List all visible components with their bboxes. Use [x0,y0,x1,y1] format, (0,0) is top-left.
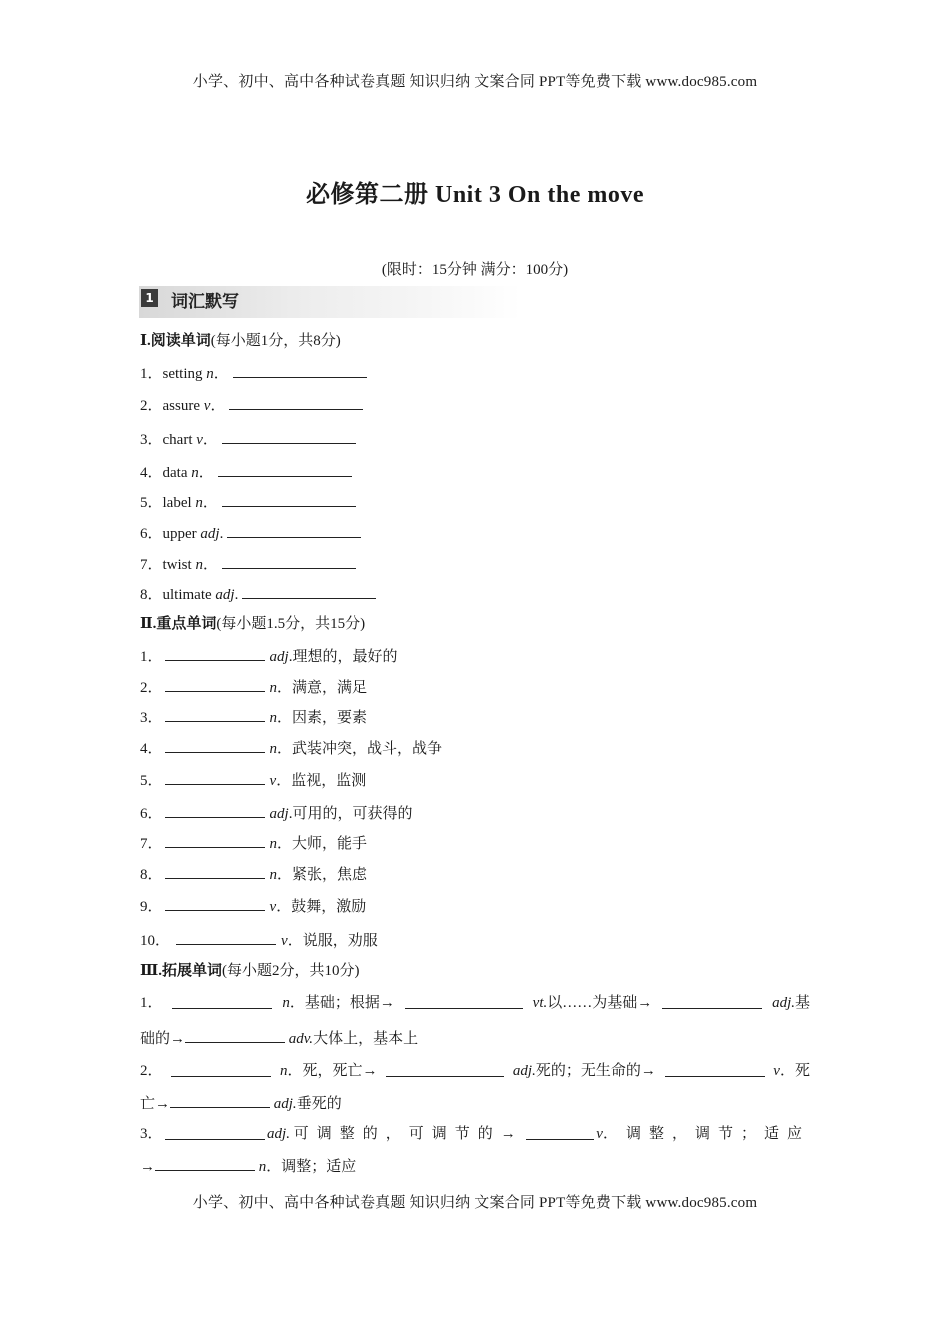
part1-heading-title: Ⅰ.阅读单词 [140,333,211,349]
part-of-speech: adj. [273,1096,297,1112]
part-of-speech: n [269,741,278,757]
item-number: 2． [140,398,163,414]
word-meaning: 武装冲突，战斗，战争 [292,741,443,757]
part2-item [140,929,378,951]
item-number: 8． [140,587,163,603]
answer-blank[interactable] [405,993,523,1009]
part2-heading [140,614,365,634]
word-meaning: 说服，劝服 [302,933,378,949]
part-of-speech: n [258,1159,267,1175]
answer-blank[interactable] [176,929,276,945]
part-of-speech: adj. [772,995,795,1011]
part1-heading-note: (每小题1分，共8分) [210,333,341,349]
answer-blank[interactable] [170,1092,270,1108]
part2-item [140,832,367,854]
part1-item [140,522,361,544]
item-number: 5． [140,773,163,789]
part-of-speech: v [269,899,277,915]
answer-blank[interactable] [165,769,265,785]
answer-blank[interactable] [526,1124,594,1140]
answer-blank[interactable] [165,1124,265,1140]
word-meaning: ．死，死亡→ [287,1063,378,1079]
separator: ． [198,465,214,481]
word-meaning: ．调整，调节；适应 [602,1126,810,1142]
part2-item [140,706,367,728]
separator: ． [202,557,218,573]
word-meaning: 紧张，焦虑 [292,867,368,883]
separator: . [219,526,224,542]
word-meaning: 满意，满足 [292,680,368,696]
separator: ． [276,773,292,789]
answer-blank[interactable] [233,362,367,378]
separator: ． [210,398,226,414]
answer-blank[interactable] [165,802,265,818]
section-number-badge: 1 [141,289,158,307]
word-meaning: 监视，监测 [291,773,367,789]
vocab-word: upper [162,526,197,542]
part-of-speech: v [196,432,203,448]
separator: ． [276,899,292,915]
item-number: 6． [140,526,163,542]
vocab-word: setting [162,366,203,382]
part3-heading-title: Ⅲ.拓展单词 [140,963,223,979]
part3-item-1-line-2 [140,1027,418,1049]
part2-item [140,895,366,917]
answer-blank[interactable] [165,832,265,848]
word-meaning: 可用的，可获得的 [292,806,413,822]
word-meaning: 垂死的 [296,1096,342,1112]
vocab-word: data [162,465,188,481]
word-meaning: 可调整的，可调节的→ [293,1126,524,1142]
answer-blank[interactable] [165,706,265,722]
section-label: 词汇默写 [171,292,239,312]
separator: ． [213,366,229,382]
answer-blank[interactable] [665,1061,765,1077]
separator: ． [287,933,303,949]
item-number: 7． [140,557,163,573]
part-of-speech: adj [269,649,289,665]
part1-item [140,428,356,450]
page-header: 小学、初中、高中各种试卷真题 知识归纳 文案合同 PPT等免费下载 www.doc985.com [192,74,758,90]
part3-heading [140,961,360,981]
part3-item-2-line-2 [140,1092,342,1114]
part1-item [140,394,363,416]
item-number: 6． [140,806,163,822]
part-of-speech: n [269,836,278,852]
word-meaning: 因素，要素 [292,710,368,726]
item-number: 4． [140,465,163,481]
word-meaning: 基 [794,995,810,1011]
part2-item [140,737,442,759]
word-meaning: 础的→ [140,1031,186,1047]
word-meaning: 亡→ [140,1096,171,1112]
part-of-speech: v [596,1126,603,1142]
part-of-speech: v [203,398,211,414]
answer-blank[interactable] [172,993,272,1009]
item-number: 3． [140,432,163,448]
word-meaning: 理想的，最好的 [292,649,398,665]
vocab-word: chart [162,432,193,448]
separator: ． [277,680,293,696]
item-number: 5． [140,495,163,511]
part3-item-number: 2． [140,1063,163,1079]
answer-blank[interactable] [165,737,265,753]
vocab-word: label [162,495,192,511]
part1-heading [140,331,341,351]
part2-item [140,645,397,667]
item-number: 3． [140,710,163,726]
vocab-word: assure [162,398,201,414]
word-meaning: ．死 [779,1063,810,1079]
word-meaning: 死的；无生命的→ [535,1063,656,1079]
vocab-word: twist [162,557,192,573]
part1-item [140,583,376,605]
word-meaning: ．调整；适应 [266,1159,357,1175]
word-meaning: 以……为基础→ [547,995,653,1011]
part2-item [140,863,367,885]
answer-blank[interactable] [155,1155,255,1171]
answer-blank[interactable] [386,1061,504,1077]
answer-blank[interactable] [218,461,352,477]
part1-item [140,553,356,575]
part1-item [140,491,356,513]
answer-blank[interactable] [222,491,356,507]
item-number: 1． [140,649,163,665]
vocab-word: ultimate [162,587,212,603]
part-of-speech: vt. [532,995,548,1011]
part1-item [140,461,352,483]
part-of-speech: n [282,995,290,1011]
separator: ． [202,495,218,511]
word-meaning: 大师，能手 [292,836,368,852]
separator: ． [202,432,218,448]
answer-blank[interactable] [165,676,265,692]
answer-blank[interactable] [185,1027,285,1043]
item-number: 7． [140,836,163,852]
part3-item-1-line-1 [140,993,810,1013]
item-number: 9． [140,899,163,915]
part2-item [140,676,367,698]
word-meaning: → [140,1159,155,1175]
section-banner [139,286,521,318]
page-footer: 小学、初中、高中各种试卷真题 知识归纳 文案合同 PPT等免费下载 www.doc985.com [192,1195,758,1211]
part-of-speech: n [195,557,203,573]
part-of-speech: n [269,710,278,726]
answer-blank[interactable] [165,863,265,879]
separator: . [288,806,293,822]
part3-item-3-line-1 [140,1124,810,1144]
part3-item-number: 3． [140,1126,163,1142]
part3-item-number: 1． [140,995,163,1011]
part-of-speech: v [281,933,288,949]
separator: . [234,587,239,603]
item-number: 4． [140,741,163,757]
answer-blank[interactable] [662,993,762,1009]
part3-item-2-line-1 [140,1061,810,1081]
part2-item [140,802,412,824]
word-meaning: 大体上，基本上 [313,1031,419,1047]
part-of-speech: n [279,1063,288,1079]
part-of-speech: n [269,867,278,883]
answer-blank[interactable] [171,1061,271,1077]
answer-blank[interactable] [242,583,376,599]
time-limit: (限时：15分钟 满分：100分) [381,262,569,278]
part-of-speech: adj. [267,1126,290,1142]
part-of-speech: n [191,465,199,481]
word-meaning: ．基础；根据→ [289,995,395,1011]
answer-blank[interactable] [165,895,265,911]
item-number: 8． [140,867,163,883]
part2-heading-note: (每小题1.5分，共15分) [216,616,366,632]
part3-heading-note: (每小题2分，共10分) [222,963,360,979]
part-of-speech: adj. [512,1063,536,1079]
item-number: 10． [140,933,171,949]
word-meaning: 鼓舞，激励 [291,899,367,915]
separator: ． [277,867,293,883]
separator: . [288,649,293,665]
part-of-speech: adv. [288,1031,314,1047]
part-of-speech: v [773,1063,780,1079]
item-number: 1． [140,366,163,382]
part-of-speech: adj [200,526,220,542]
answer-blank[interactable] [227,522,361,538]
part-of-speech: adj [215,587,235,603]
page-title: 必修第二册 Unit 3 On the move [306,182,644,208]
part-of-speech: v [269,773,277,789]
answer-blank[interactable] [222,428,356,444]
separator: ． [277,836,293,852]
part1-item [140,362,367,384]
part3-item-3-line-2 [140,1155,356,1177]
separator: ． [277,741,293,757]
answer-blank[interactable] [222,553,356,569]
part-of-speech: n [195,495,203,511]
item-number: 2． [140,680,163,696]
part2-item [140,769,366,791]
part-of-speech: n [206,366,214,382]
separator: ． [277,710,293,726]
answer-blank[interactable] [229,394,363,410]
part-of-speech: n [269,680,278,696]
answer-blank[interactable] [165,645,265,661]
part2-heading-title: Ⅱ.重点单词 [140,616,217,632]
part-of-speech: adj [269,806,289,822]
